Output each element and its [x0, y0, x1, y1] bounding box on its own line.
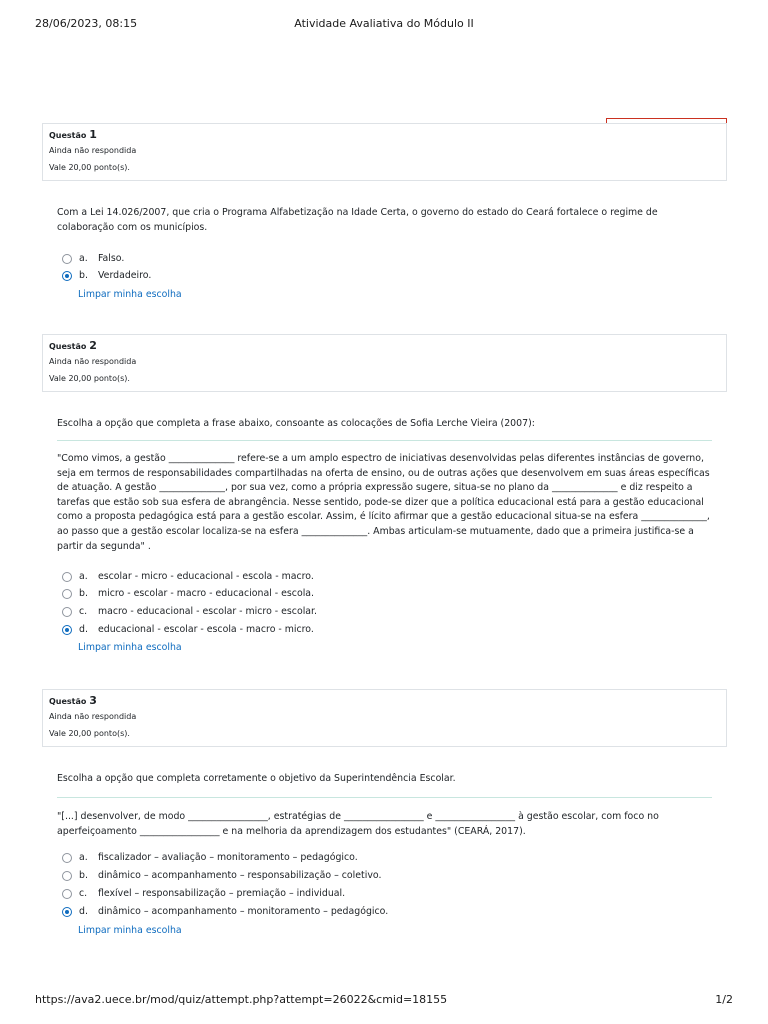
radio-button-selected[interactable]: [62, 271, 72, 281]
print-page-number: 1/2: [715, 993, 733, 1006]
radio-button[interactable]: [62, 871, 72, 881]
question-2-text: Escolha a opção que completa a frase abaixo, consoante as colocações de Sofia Lerche Vieira (2007):: [57, 418, 535, 429]
answer-option[interactable]: a. fiscalizador – avaliação – monitoramento – pedagógico.: [62, 851, 358, 865]
question-1-info: [42, 123, 727, 181]
clear-choice-link[interactable]: Limpar minha escolha: [78, 289, 182, 300]
radio-button[interactable]: [62, 853, 72, 863]
print-header: [0, 17, 768, 31]
question-2-quote: "Como vimos, a gestão ______________ refere-se a um amplo espectro de iniciativas desenvolvidas pelas diferentes instâncias de governo, seja em termos de responsabilidades compartilhadas na oferta de ensino, ou de outras ações que desenvolvem em suas áreas específicas de atuação. A gestão ______________, por sua vez, como a própria expressão sugere, situa-se no plano da ______________ e diz respeito a tarefas que estão sob sua esfera de abrangência. Nesse sentido, pode-se dizer que a política educacional está para a gestão educacional como a proposta pedagógica está para a gestão escolar. Assim, é lícito afirmar que a gestão educacional situa-se na esfera ______________, ao passo que a gestão escolar localiza-se na esfera ______________. Ambas articulam-se mutuamente, dado que a primeira justifica-se a partir da segunda" .: [57, 453, 710, 552]
print-footer: [0, 993, 768, 1007]
print-title: Atividade Avaliativa do Módulo II: [294, 17, 474, 30]
radio-button-selected[interactable]: [62, 907, 72, 917]
answer-option[interactable]: a. Falso.: [62, 252, 124, 266]
question-state: Ainda não respondida: [49, 357, 137, 366]
divider: [57, 440, 712, 441]
question-state: Ainda não respondida: [49, 712, 137, 721]
question-3-text: Escolha a opção que completa corretamente o objetivo da Superintendência Escolar.: [57, 773, 456, 784]
question-grade: Vale 20,00 ponto(s).: [49, 729, 130, 738]
answer-option[interactable]: b. dinâmico – acompanhamento – responsabilização – coletivo.: [62, 869, 381, 883]
radio-button[interactable]: [62, 254, 72, 264]
answer-option[interactable]: a. escolar - micro - educacional - escola - macro.: [62, 570, 314, 584]
question-1-text: Com a Lei 14.026/2007, que cria o Programa Alfabetização na Idade Certa, o governo do estado do Ceará fortalece o regime de colaboração com os municípios.: [57, 207, 658, 233]
question-3-quote: "[...] desenvolver, de modo _________________, estratégias de _________________ e _________________ à gestão escolar, com foco no aperfeiçoamento _________________ e na melhoria da aprendizagem dos estudantes" (CEARÁ, 2017).: [57, 811, 659, 837]
answer-option[interactable]: d. educacional - escolar - escola - macro - micro.: [62, 623, 314, 637]
clear-choice-link[interactable]: Limpar minha escolha: [78, 925, 182, 936]
radio-button[interactable]: [62, 889, 72, 899]
answer-option[interactable]: b. Verdadeiro.: [62, 269, 151, 283]
answer-option[interactable]: d. dinâmico – acompanhamento – monitoramento – pedagógico.: [62, 905, 388, 919]
question-2-info: [42, 334, 727, 392]
radio-button[interactable]: [62, 589, 72, 599]
question-number: Questão 3: [49, 694, 97, 707]
radio-button-selected[interactable]: [62, 625, 72, 635]
answer-option[interactable]: c. flexível – responsabilização – premiação – individual.: [62, 887, 345, 901]
print-url: https://ava2.uece.br/mod/quiz/attempt.php?attempt=26022&cmid=18155: [35, 993, 448, 1006]
question-number: Questão 1: [49, 128, 97, 141]
question-grade: Vale 20,00 ponto(s).: [49, 374, 130, 383]
question-3-info: [42, 689, 727, 747]
question-state: Ainda não respondida: [49, 146, 137, 155]
radio-button[interactable]: [62, 607, 72, 617]
question-grade: Vale 20,00 ponto(s).: [49, 163, 130, 172]
print-datetime: 28/06/2023, 08:15: [35, 17, 138, 30]
answer-option[interactable]: c. macro - educacional - escolar - micro - escolar.: [62, 605, 317, 619]
radio-button[interactable]: [62, 572, 72, 582]
clear-choice-link[interactable]: Limpar minha escolha: [78, 642, 182, 653]
answer-option[interactable]: b. micro - escolar - macro - educacional - escola.: [62, 587, 314, 601]
question-number: Questão 2: [49, 339, 97, 352]
divider: [57, 797, 712, 798]
